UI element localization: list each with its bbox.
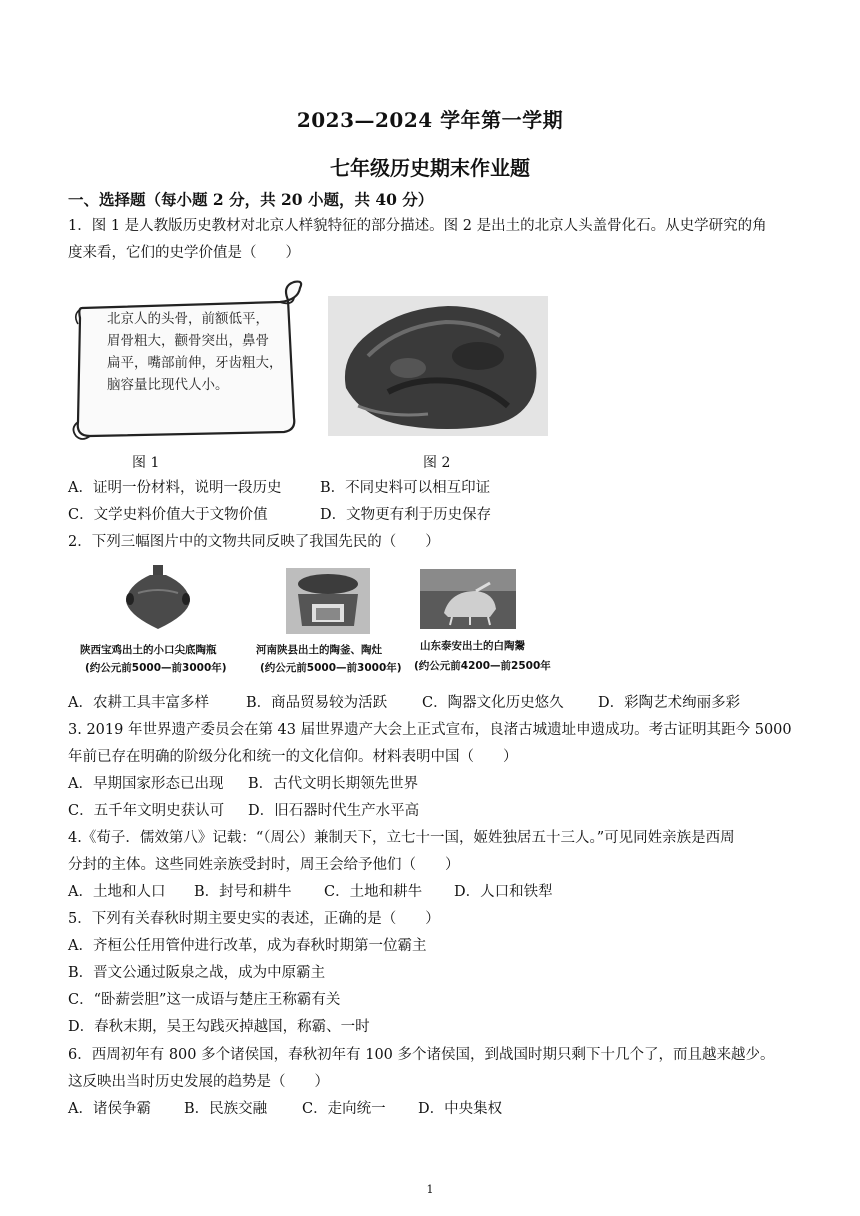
q4-options-row (68, 882, 553, 902)
q5-option-c[interactable]: C．“卧薪尝胆”这一成语与楚庄王称霸有关 (68, 992, 341, 1008)
q3-options-row2 (68, 801, 419, 821)
q6-options-row (68, 1099, 502, 1119)
q1-option-a[interactable]: A．证明一份材料，说明一段历史 (68, 480, 282, 496)
relic1-caption-name: 陕西宝鸡出土的小口尖底陶瓶 (80, 644, 217, 656)
exam-title-year: 2023—2024 学年第一学期 (296, 108, 564, 132)
q4-stem-line2: 分封的主体。这些同姓亲族受封时，周王会给予他们（ ） (68, 857, 460, 873)
q1-option-c[interactable]: C．文学史料价值大于文物价值 (68, 507, 268, 523)
q3-stem-line2: 年前已存在明确的阶级分化和统一的文化信仰。材料表明中国（ ） (68, 749, 518, 765)
q3-option-a[interactable]: A．早期国家形态已出现 (68, 776, 224, 792)
q6-stem-line2: 这反映出当时历史发展的趋势是（ ） (68, 1074, 329, 1090)
q1-stem-line2: 度来看，它们的史学价值是（ ） (68, 245, 300, 261)
q2-option-c[interactable]: C．陶器文化历史悠久 (422, 695, 564, 711)
scroll-description-text: 北京人的头骨，前额低平， 眉骨粗大，颧骨突出，鼻骨 扁平，嘴部前伸，牙齿粗大， 脑容量比现代人小。 (107, 311, 283, 393)
pottery-cauldron-stove-image (286, 568, 370, 634)
q1-options-row2 (68, 505, 491, 525)
figure2-caption: 图 2 (423, 455, 451, 471)
relic3-caption-date: (约公元前4200—前2500年 (414, 660, 551, 672)
q5-option-d[interactable]: D．春秋末期，吴王勾践灭掉越国，称霸、一时 (68, 1019, 370, 1035)
q1-stem-line1: 1．图 1 是人教版历史教材对北京人样貌特征的部分描述。图 2 是出土的北京人头盖骨化石。从史学研究的角 (68, 218, 767, 234)
q2-option-d[interactable]: D．彩陶艺术绚丽多彩 (598, 695, 741, 711)
q4-option-d[interactable]: D．人口和铁犁 (454, 884, 553, 900)
q2-stem: 2．下列三幅图片中的文物共同反映了我国先民的（ ） (68, 534, 440, 550)
q5-stem: 5．下列有关春秋时期主要史实的表述，正确的是（ ） (68, 911, 440, 927)
relic3-caption-name: 山东泰安出土的白陶鬶 (420, 640, 525, 652)
skull-fossil-photo (328, 296, 548, 436)
q3-option-d[interactable]: D．旧石器时代生产水平高 (248, 803, 420, 819)
relic1-caption-date: (约公元前5000—前3000年) (85, 662, 227, 674)
q5-option-a[interactable]: A．齐桓公任用管仲进行改革，成为春秋时期第一位霸主 (68, 938, 427, 954)
q1-option-b[interactable]: B．不同史料可以相互印证 (320, 480, 491, 496)
q2-option-a[interactable]: A．农耕工具丰富多样 (68, 695, 209, 711)
q2-option-b[interactable]: B．商品贸易较为活跃 (246, 695, 388, 711)
q6-option-a[interactable]: A．诸侯争霸 (68, 1101, 151, 1117)
white-pottery-gui-image (420, 569, 516, 629)
page-number: 1 (426, 1183, 434, 1196)
q3-option-b[interactable]: B．古代文明长期领先世界 (248, 776, 419, 792)
q3-option-c[interactable]: C．五千年文明史获认可 (68, 803, 225, 819)
figure1-caption: 图 1 (132, 455, 160, 471)
q2-options-row (68, 693, 740, 713)
relic2-caption-name: 河南陕县出土的陶釜、陶灶 (256, 644, 382, 656)
q1-options-row1 (68, 478, 490, 498)
q4-option-b[interactable]: B．封号和耕牛 (194, 884, 292, 900)
exam-title-subject: 七年级历史期末作业题 (330, 156, 530, 180)
q1-option-d[interactable]: D．文物更有利于历史保存 (320, 507, 492, 523)
q6-option-b[interactable]: B．民族交融 (184, 1101, 268, 1117)
relic2-caption-date: (约公元前5000—前3000年) (260, 662, 402, 674)
q4-option-c[interactable]: C．土地和耕牛 (324, 884, 423, 900)
q5-option-b[interactable]: B．晋文公通过阪泉之战，成为中原霸主 (68, 965, 326, 981)
q6-option-d[interactable]: D．中央集权 (418, 1101, 503, 1117)
q6-stem-line1: 6．西周初年有 800 多个诸侯国，春秋初年有 100 多个诸侯国，到战国时期只剩下十几个了，而且越来越少。 (68, 1047, 775, 1063)
section-heading-choice: 一、选择题（每小题 2 分，共 20 小题，共 40 分） (68, 190, 434, 209)
q4-stem-line1: 4.《荀子．儒效第八》记载：“（周公）兼制天下，立七十一国，姬姓独居五十三人。”可见同姓亲族是西周 (68, 830, 735, 846)
q3-stem-line1: 3. 2019 年世界遗产委员会在第 43 届世界遗产大会上正式宣布，良渚古城遗址申遗成功。考古证明其距今 5000 (68, 722, 792, 738)
q6-option-c[interactable]: C．走向统一 (302, 1101, 386, 1117)
q3-options-row1 (68, 774, 418, 794)
pottery-bottle-image (118, 563, 198, 635)
q4-option-a[interactable]: A．土地和人口 (68, 884, 166, 900)
